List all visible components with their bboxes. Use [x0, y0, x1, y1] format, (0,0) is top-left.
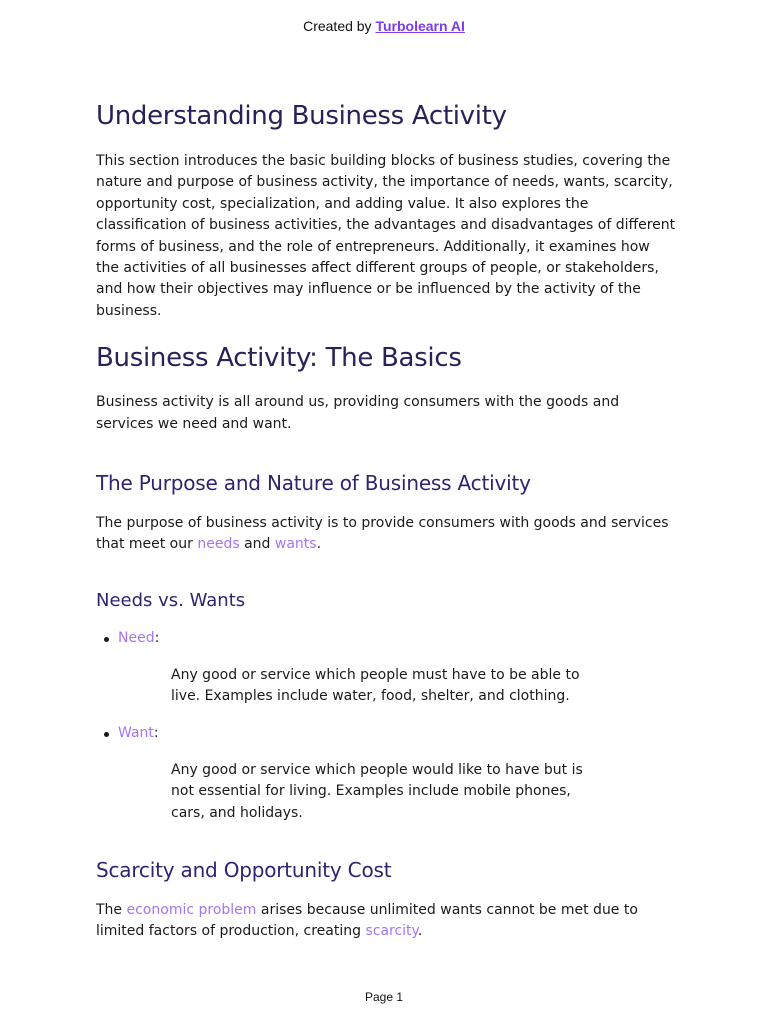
document-body [96, 96, 676, 943]
needs-wants-list-2 [96, 723, 676, 744]
term-needs: needs [197, 536, 240, 553]
need-term: Need [118, 629, 155, 646]
heading-needs-wants: Needs vs. Wants [96, 589, 246, 611]
term-economic-problem: economic problem [126, 901, 257, 918]
scarcity-text-a: The [96, 901, 127, 918]
section-title-basics: Business Activity: The Basics [96, 343, 462, 374]
list-item-want [118, 723, 676, 744]
heading-scarcity: Scarcity and Opportunity Cost [96, 857, 392, 882]
basics-paragraph: Business activity is all around us, providing consumers with the goods and services we need and want. [96, 394, 620, 432]
want-definition: Any good or service which people would like to have but is not essential for living. Examples include mobile phones, cars, and holidays. [171, 761, 583, 821]
page-title: Understanding Business Activity [96, 101, 507, 131]
page-number: Page 1 [364, 990, 404, 1004]
want-term: Want [118, 724, 154, 741]
need-definition: Any good or service which people must have to be able to live. Examples include water, food, shelter, and clothing. [171, 666, 580, 705]
need-colon: : [154, 629, 160, 646]
credit-line [0, 18, 768, 34]
scarcity-text-end: . [417, 923, 423, 940]
purpose-text: The purpose of business activity is to provide consumers with goods and services that meet our [96, 515, 669, 553]
purpose-paragraph [96, 513, 676, 556]
want-colon: : [153, 724, 159, 741]
heading-purpose: The Purpose and Nature of Business Activity [96, 471, 531, 496]
term-scarcity: scarcity [365, 923, 418, 940]
list-item-need [118, 628, 676, 649]
term-wants: wants [274, 536, 317, 553]
scarcity-text-b: arises because unlimited wants cannot be met due to limited factors of production, creating [96, 901, 638, 940]
purpose-text-end: . [316, 536, 322, 553]
scarcity-paragraph [96, 900, 676, 943]
needs-wants-list [96, 628, 676, 649]
credit-prefix: Created by [303, 18, 376, 34]
turbolearn-link[interactable]: Turbolearn AI [375, 18, 465, 34]
intro-paragraph: This section introduces the basic building blocks of business studies, covering the nature and purpose of business activity, the importance of needs, wants, scarcity, opportunity cost, specialization, and adding value. It also explores the classification of business activities, the advantages and disadvantages of different forms of business, and the role of entrepreneurs. Additionally, it examines how the activities of all businesses affect different groups of people, or stakeholders, and how their objectives may influence or be influenced by the activity of the business. [96, 153, 676, 319]
purpose-text-and: and [239, 536, 275, 553]
